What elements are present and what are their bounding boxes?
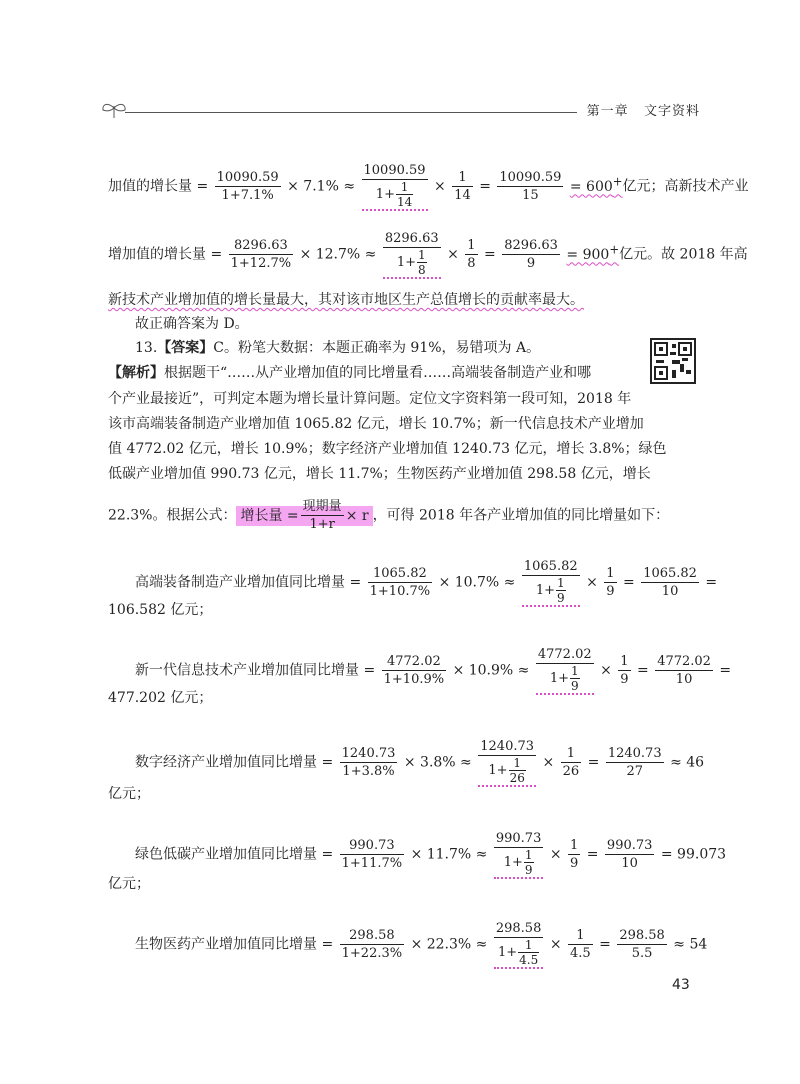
- fraction: [655, 653, 713, 688]
- denominator: 4.5: [570, 946, 591, 961]
- denominator: [522, 576, 580, 607]
- numerator: 1: [509, 756, 526, 771]
- text: 加值的增长量 =: [108, 178, 209, 195]
- superscript: +: [612, 173, 623, 188]
- question-number: 13.: [135, 340, 158, 356]
- numerator: 1065.82: [643, 566, 697, 581]
- denominator: 1+10.9%: [383, 672, 445, 687]
- denominator: 1+10.7%: [369, 584, 431, 599]
- result: [569, 173, 623, 195]
- denominator: 14: [396, 195, 413, 209]
- text: =: [587, 754, 600, 771]
- fraction: [641, 565, 699, 600]
- calc-result-2: 477.202 亿元；: [108, 690, 213, 706]
- denominator: 8: [418, 263, 426, 277]
- denominator: 1+12.7%: [230, 256, 292, 271]
- numerator: 4772.02: [537, 647, 592, 662]
- result: [566, 241, 620, 263]
- qr-code-icon[interactable]: [650, 338, 696, 384]
- text: 1+: [396, 255, 416, 270]
- text: ≈ 46: [670, 754, 705, 771]
- analysis-line-4: 值 4772.02 亿元，增长 10.9%；数字经济产业增加值 1240.73 亿元，增长 3.8%；绿色: [108, 441, 667, 457]
- denominator: 10: [621, 856, 638, 871]
- text: 数字经济产业增加值同比增量 =: [135, 754, 334, 771]
- numerator: 1: [467, 238, 476, 253]
- text: 高端装备制造产业增加值同比增量 =: [135, 574, 362, 591]
- numerator: 1: [620, 654, 629, 669]
- text: × 11.7% ≈: [410, 846, 488, 863]
- text: 增加值的增长量 =: [108, 246, 223, 263]
- calc-result-3: 亿元；: [108, 786, 150, 802]
- fraction: [617, 927, 667, 962]
- denominator: 8: [467, 256, 476, 271]
- running-header: [577, 100, 700, 119]
- text: 新一代信息技术产业增加值同比增量 =: [135, 662, 376, 679]
- text: 1+: [375, 187, 395, 202]
- fraction: [570, 664, 580, 693]
- denominator: 10: [661, 584, 679, 599]
- fraction: [362, 162, 428, 211]
- numerator: 1065.82: [523, 559, 578, 574]
- text: × 7.1% ≈: [287, 178, 356, 195]
- numerator: 1: [606, 566, 615, 581]
- text: ×: [549, 936, 562, 953]
- fraction: [478, 738, 536, 787]
- numerator: 现期量: [302, 499, 342, 514]
- text: ×: [447, 246, 459, 263]
- denominator: 1+r: [309, 517, 335, 532]
- numerator: 298.58: [619, 928, 665, 943]
- text: 1+: [535, 583, 555, 598]
- denominator: [494, 938, 544, 969]
- fraction: [452, 169, 473, 204]
- text: ×: [586, 574, 598, 591]
- numerator: 1: [571, 664, 579, 678]
- text: × 10.7% ≈: [438, 574, 516, 591]
- numerator: 1240.73: [341, 746, 396, 761]
- text: 亿元；高新技术产业: [622, 178, 749, 195]
- fraction: [604, 565, 616, 600]
- numerator: 4772.02: [657, 654, 711, 669]
- denominator: 26: [562, 764, 580, 779]
- text: ≈ 54: [673, 936, 708, 953]
- calc-line-4: [135, 830, 726, 879]
- section-label: 文字资料: [643, 104, 700, 119]
- numerator: 1240.73: [480, 739, 535, 754]
- text: =: [705, 574, 718, 591]
- text: = 99.073: [660, 846, 727, 863]
- numerator: 8296.63: [384, 231, 439, 246]
- fraction: [465, 237, 477, 272]
- fraction: [509, 756, 526, 785]
- fraction: [417, 248, 427, 277]
- numerator: 1: [570, 838, 579, 853]
- denominator: [478, 756, 536, 787]
- fraction: [396, 180, 413, 209]
- text: 增长量 =: [240, 507, 299, 524]
- calc-result-1: 106.582 亿元；: [108, 602, 213, 618]
- numerator: 10090.59: [216, 170, 279, 185]
- denominator: 1+7.1%: [221, 188, 274, 203]
- fraction: [494, 830, 544, 879]
- text: = 900: [566, 246, 610, 263]
- denominator: 15: [522, 188, 539, 203]
- denominator: [536, 664, 594, 695]
- text: ×: [549, 846, 562, 863]
- denominator: 9: [620, 672, 629, 687]
- numerator: 1: [561, 745, 582, 763]
- denominator: 9: [570, 856, 579, 871]
- numerator: 990.73: [340, 837, 404, 855]
- fraction: [494, 920, 544, 969]
- text: × 22.3% ≈: [410, 936, 488, 953]
- analysis-line-1: [108, 363, 591, 383]
- numerator: 1: [396, 180, 413, 195]
- denominator: 14: [454, 188, 471, 203]
- text: × r: [345, 507, 369, 524]
- denominator: 9: [571, 679, 579, 693]
- text: ×: [600, 662, 612, 679]
- numerator: 1: [418, 248, 426, 262]
- chapter-label: 第一章: [586, 104, 629, 119]
- numerator: 298.58: [340, 927, 404, 945]
- numerator: 1065.82: [368, 565, 432, 583]
- numerator: 1: [518, 938, 539, 953]
- text: =: [484, 246, 496, 263]
- superscript: +: [609, 241, 620, 256]
- text: =: [479, 178, 491, 195]
- fraction: [605, 837, 655, 872]
- fraction: [497, 169, 563, 204]
- denominator: 1+3.8%: [342, 764, 395, 779]
- fraction: [536, 646, 594, 695]
- denominator: 9: [606, 584, 615, 599]
- formula-line-1: [108, 162, 749, 211]
- numerator: 990.73: [495, 831, 542, 846]
- text: =: [586, 846, 599, 863]
- denominator: 10: [675, 672, 693, 687]
- denominator: 1+22.3%: [341, 946, 403, 961]
- fraction: [606, 745, 664, 780]
- fraction: [618, 653, 630, 688]
- text: × 3.8% ≈: [403, 754, 472, 771]
- answer-tag: 【答案】: [157, 340, 214, 356]
- text: =: [623, 574, 635, 591]
- numerator: 10090.59: [363, 163, 426, 178]
- fraction: [340, 927, 404, 962]
- calc-line-1: [135, 558, 717, 607]
- numerator: 1: [452, 169, 473, 187]
- text: ，可得 2018 年各产业增加值的同比增量如下：: [372, 507, 670, 524]
- denominator: [383, 248, 441, 279]
- calc-line-2: [135, 646, 731, 695]
- analysis-line-2: 个产业最接近”，可判定本题为增长量计算问题。定位文字资料第一段可知，2018 年: [108, 391, 632, 407]
- denominator: 5.5: [631, 946, 653, 961]
- denominator: 9: [526, 256, 536, 271]
- numerator: 8296.63: [229, 237, 293, 255]
- denominator: [362, 180, 428, 211]
- fraction: [522, 558, 580, 607]
- fraction: [524, 848, 534, 877]
- text: 绿色低碳产业增加值同比增量 =: [135, 846, 334, 863]
- text: ×: [542, 754, 555, 771]
- text: 22.3%。根据公式：: [108, 507, 237, 524]
- leaf-ornament-icon: [100, 100, 128, 124]
- numerator: 8296.63: [504, 238, 558, 253]
- fraction: [382, 653, 446, 688]
- denominator: 1+11.7%: [341, 856, 403, 871]
- denominator: 26: [509, 771, 525, 785]
- numerator: 10090.59: [499, 170, 562, 185]
- fraction: [502, 237, 560, 272]
- calc-result-4: 亿元；: [108, 876, 150, 892]
- answer-line: 故正确答案为 D。: [135, 316, 249, 332]
- text: 1+: [549, 671, 569, 686]
- analysis-line-3: 该市高端装备制造产业增加值 1065.82 亿元，增长 10.7%；新一代信息技术产业增加: [108, 416, 644, 432]
- fraction: [301, 498, 344, 533]
- numerator: 990.73: [606, 838, 653, 853]
- fraction: [383, 230, 441, 279]
- page-number: 43: [672, 977, 690, 993]
- text: =: [599, 936, 611, 953]
- numerator: 1: [557, 576, 565, 590]
- numerator: 298.58: [495, 921, 542, 936]
- fraction: [215, 169, 281, 204]
- fraction: [518, 938, 539, 967]
- formula-line-2: [108, 230, 748, 279]
- fraction: [340, 837, 404, 872]
- text: ×: [434, 178, 446, 195]
- numerator: 1: [524, 848, 533, 862]
- denominator: 4.5: [519, 953, 539, 967]
- formula-intro-line: [108, 498, 669, 533]
- answer-summary-line: [135, 338, 540, 358]
- fraction: [368, 565, 432, 600]
- text: =: [637, 662, 649, 679]
- conclusion-line: 新技术产业增加值的增长量最大，其对该市地区生产总值增长的贡献率最大。: [108, 292, 584, 308]
- text: × 10.9% ≈: [452, 662, 530, 679]
- text: = 600: [569, 178, 613, 195]
- text: 亿元。故 2018 年高: [619, 246, 748, 263]
- calc-line-5: [135, 920, 707, 969]
- denominator: [494, 848, 544, 879]
- denominator: 9: [524, 863, 533, 877]
- text: 生物医药产业增加值同比增量 =: [135, 936, 334, 953]
- fraction: [568, 837, 580, 872]
- text: 1+: [503, 855, 523, 870]
- growth-formula: [236, 499, 372, 532]
- text: C。粉笔大数据：本题正确率为 91%，易错项为 A。: [213, 340, 541, 356]
- analysis-tag: 【解析】: [108, 365, 164, 381]
- analysis-line-5: 低碳产业增加值 990.73 亿元，增长 11.7%；生物医药产业增加值 298.58 亿元，增长: [108, 466, 651, 482]
- denominator: 9: [557, 591, 565, 605]
- fraction: [556, 576, 566, 605]
- calc-line-3: [135, 738, 704, 787]
- fraction: [229, 237, 293, 272]
- text: =: [719, 662, 732, 679]
- numerator: 4772.02: [382, 653, 446, 671]
- numerator: 1: [568, 927, 593, 945]
- fraction: [561, 745, 582, 780]
- text: 1+: [488, 763, 508, 778]
- text: 根据题干“……从产业增加值的同比增量看……高端装备制造产业和哪: [164, 365, 592, 381]
- text: 1+: [497, 945, 518, 960]
- text: × 12.7% ≈: [299, 246, 377, 263]
- numerator: 1240.73: [607, 746, 662, 761]
- denominator: 27: [626, 764, 643, 779]
- fraction: [340, 745, 398, 780]
- fraction: [568, 927, 593, 962]
